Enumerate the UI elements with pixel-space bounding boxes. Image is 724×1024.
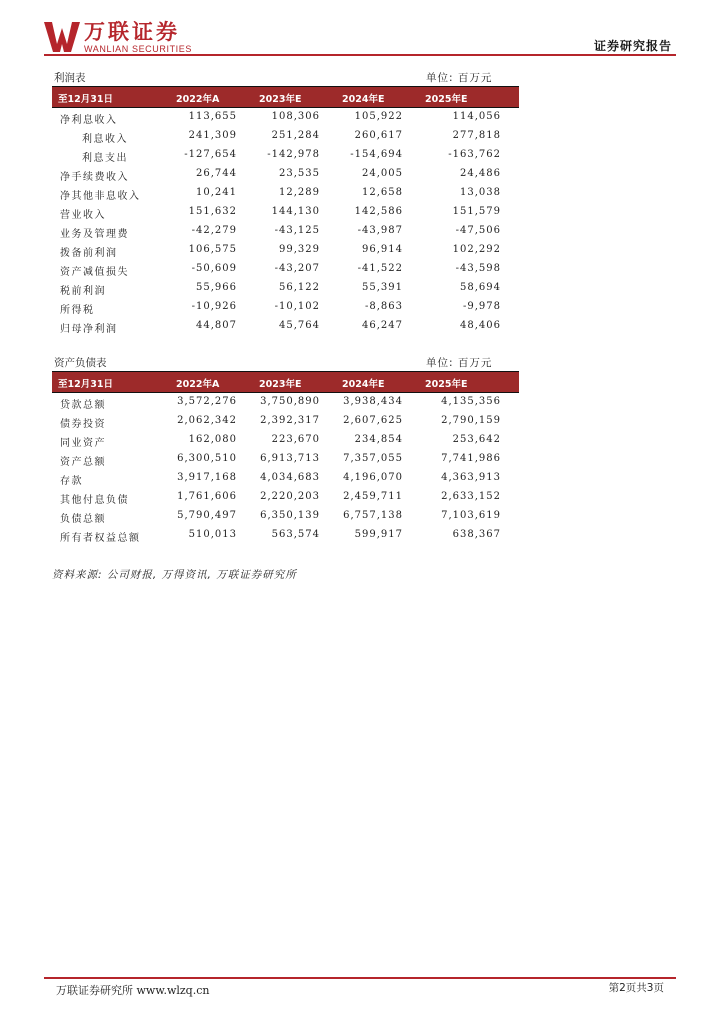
table-row	[52, 507, 519, 526]
row-label: 负债总额	[60, 514, 106, 525]
income-statement-section	[52, 70, 519, 336]
row-value: 105,922	[354, 111, 403, 122]
row-value: 6,757,138	[343, 510, 403, 521]
row-value: 44,807	[196, 320, 237, 331]
row-value: 99,329	[279, 244, 320, 255]
row-value: 1,761,606	[177, 491, 237, 502]
table-row	[52, 127, 519, 146]
row-value: 241,309	[188, 130, 237, 141]
row-value: 13,038	[460, 187, 501, 198]
row-value: 2,790,159	[441, 415, 501, 426]
row-value: 7,357,055	[343, 453, 403, 464]
row-value: -43,207	[274, 263, 320, 274]
income-statement-unit: 单位: 百万元	[426, 72, 493, 84]
column-header: 至12月31日	[58, 94, 113, 105]
footer-institute	[56, 982, 209, 998]
column-header: 至12月31日	[58, 379, 113, 390]
page-header	[0, 0, 724, 60]
row-value: 46,247	[362, 320, 403, 331]
row-label: 利息收入	[82, 134, 128, 145]
row-value: 106,575	[188, 244, 237, 255]
row-value: 7,103,619	[441, 510, 501, 521]
row-value: 58,694	[460, 282, 501, 293]
row-value: -142,978	[267, 149, 320, 160]
row-value: 3,750,890	[260, 396, 320, 407]
row-label: 税前利润	[60, 286, 106, 297]
column-header: 2025年E	[425, 379, 468, 390]
row-label: 利息支出	[82, 153, 128, 164]
table-row	[52, 298, 519, 317]
data-source-note: 资料来源: 公司财报, 万得资讯, 万联证券研究所	[52, 569, 297, 581]
balance-table-body	[52, 393, 519, 545]
row-value: -50,609	[191, 263, 237, 274]
row-value: 3,938,434	[343, 396, 403, 407]
table-row	[52, 450, 519, 469]
row-value: 6,300,510	[177, 453, 237, 464]
row-value: 162,080	[188, 434, 237, 445]
row-value: -127,654	[184, 149, 237, 160]
row-value: 10,241	[196, 187, 237, 198]
row-value: -8,863	[364, 301, 403, 312]
row-label: 贷款总额	[60, 400, 106, 411]
income-table-body	[52, 108, 519, 336]
row-value: 151,579	[452, 206, 501, 217]
row-value: -163,762	[448, 149, 501, 160]
row-value: 6,350,139	[260, 510, 320, 521]
table-row	[52, 488, 519, 507]
row-label: 净利息收入	[60, 115, 118, 126]
row-value: 5,790,497	[177, 510, 237, 521]
row-value: 56,122	[279, 282, 320, 293]
table-row	[52, 393, 519, 412]
row-value: 55,391	[362, 282, 403, 293]
row-value: 2,062,342	[177, 415, 237, 426]
balance-sheet-unit: 单位: 百万元	[426, 357, 493, 369]
row-value: 45,764	[279, 320, 320, 331]
table-row	[52, 431, 519, 450]
row-value: 234,854	[354, 434, 403, 445]
row-value: -154,694	[350, 149, 403, 160]
logo-chinese-name: 万联证券	[84, 20, 180, 44]
column-header: 2023年E	[259, 94, 302, 105]
table-row	[52, 279, 519, 298]
row-value: 24,005	[362, 168, 403, 179]
row-value: -9,978	[462, 301, 501, 312]
row-value: 142,586	[354, 206, 403, 217]
row-value: 12,289	[279, 187, 320, 198]
row-value: -43,125	[274, 225, 320, 236]
row-value: 4,363,913	[441, 472, 501, 483]
row-value: -10,926	[191, 301, 237, 312]
table-row	[52, 526, 519, 545]
table-row	[52, 241, 519, 260]
row-value: 3,917,168	[177, 472, 237, 483]
table-row	[52, 146, 519, 165]
row-value: -42,279	[191, 225, 237, 236]
row-value: 277,818	[452, 130, 501, 141]
header-divider	[44, 54, 676, 56]
footer-divider	[44, 977, 676, 979]
row-label: 净其他非息收入	[60, 191, 141, 202]
page-number: 第2页共3页	[608, 982, 664, 994]
row-label: 资产总额	[60, 457, 106, 468]
column-header: 2023年E	[259, 379, 302, 390]
column-header: 2025年E	[425, 94, 468, 105]
row-value: 23,535	[279, 168, 320, 179]
row-value: 2,633,152	[441, 491, 501, 502]
row-value: 251,284	[271, 130, 320, 141]
row-value: 599,917	[354, 529, 403, 540]
row-value: 151,632	[188, 206, 237, 217]
income-statement-title: 利润表	[54, 72, 86, 84]
column-header: 2022年A	[176, 379, 220, 390]
column-header: 2024年E	[342, 94, 385, 105]
table-row	[52, 260, 519, 279]
logo-english-name: WANLIAN SECURITIES	[84, 44, 192, 54]
row-value: 2,459,711	[343, 491, 403, 502]
row-value: -43,598	[455, 263, 501, 274]
table-row	[52, 203, 519, 222]
table-row	[52, 222, 519, 241]
row-value: 4,135,356	[441, 396, 501, 407]
document-type: 证券研究报告	[593, 39, 672, 53]
row-value: 563,574	[271, 529, 320, 540]
row-value: -10,102	[274, 301, 320, 312]
row-label: 归母净利润	[60, 324, 118, 335]
column-header: 2024年E	[342, 379, 385, 390]
row-value: 2,607,625	[343, 415, 403, 426]
row-value: 4,034,683	[260, 472, 320, 483]
row-label: 营业收入	[60, 210, 106, 221]
row-label: 债券投资	[60, 419, 106, 430]
balance-sheet-section	[52, 355, 519, 545]
row-value: -41,522	[357, 263, 403, 274]
row-value: 24,486	[460, 168, 501, 179]
row-label: 存款	[60, 476, 83, 487]
row-value: 260,617	[354, 130, 403, 141]
column-header: 2022年A	[176, 94, 220, 105]
balance-table-header	[52, 371, 519, 393]
row-label: 资产减值损失	[60, 267, 129, 278]
row-label: 净手续费收入	[60, 172, 129, 183]
row-value: 12,658	[362, 187, 403, 198]
row-value: -47,506	[455, 225, 501, 236]
row-value: 6,913,713	[260, 453, 320, 464]
footer-website-link[interactable]: www.wlzq.cn	[136, 984, 210, 997]
row-label: 所得税	[60, 305, 95, 316]
balance-sheet-title: 资产负债表	[54, 357, 107, 369]
row-value: 102,292	[452, 244, 501, 255]
table-row	[52, 412, 519, 431]
row-value: 2,392,317	[260, 415, 320, 426]
row-value: 26,744	[196, 168, 237, 179]
row-value: 144,130	[271, 206, 320, 217]
table-row	[52, 184, 519, 203]
row-label: 所有者权益总额	[60, 533, 141, 544]
row-label: 同业资产	[60, 438, 106, 449]
row-value: 48,406	[460, 320, 501, 331]
table-row	[52, 317, 519, 336]
row-value: 96,914	[362, 244, 403, 255]
row-value: 3,572,276	[177, 396, 237, 407]
row-value: 114,056	[452, 111, 501, 122]
row-label: 拨备前利润	[60, 248, 118, 259]
row-value: 113,655	[188, 111, 237, 122]
footer-institute-name: 万联证券研究所	[56, 984, 133, 997]
company-logo	[44, 20, 192, 54]
income-table-header	[52, 86, 519, 108]
row-value: 55,966	[196, 282, 237, 293]
row-value: 253,642	[452, 434, 501, 445]
row-label: 其他付息负债	[60, 495, 129, 506]
row-value: 223,670	[271, 434, 320, 445]
row-value: 108,306	[271, 111, 320, 122]
table-row	[52, 165, 519, 184]
wanlian-logo-icon	[44, 20, 80, 54]
table-row	[52, 469, 519, 488]
row-value: 638,367	[452, 529, 501, 540]
row-label: 业务及管理费	[60, 229, 129, 240]
row-value: 7,741,986	[441, 453, 501, 464]
row-value: -43,987	[357, 225, 403, 236]
table-row	[52, 108, 519, 127]
row-value: 2,220,203	[260, 491, 320, 502]
row-value: 4,196,070	[343, 472, 403, 483]
row-value: 510,013	[188, 529, 237, 540]
